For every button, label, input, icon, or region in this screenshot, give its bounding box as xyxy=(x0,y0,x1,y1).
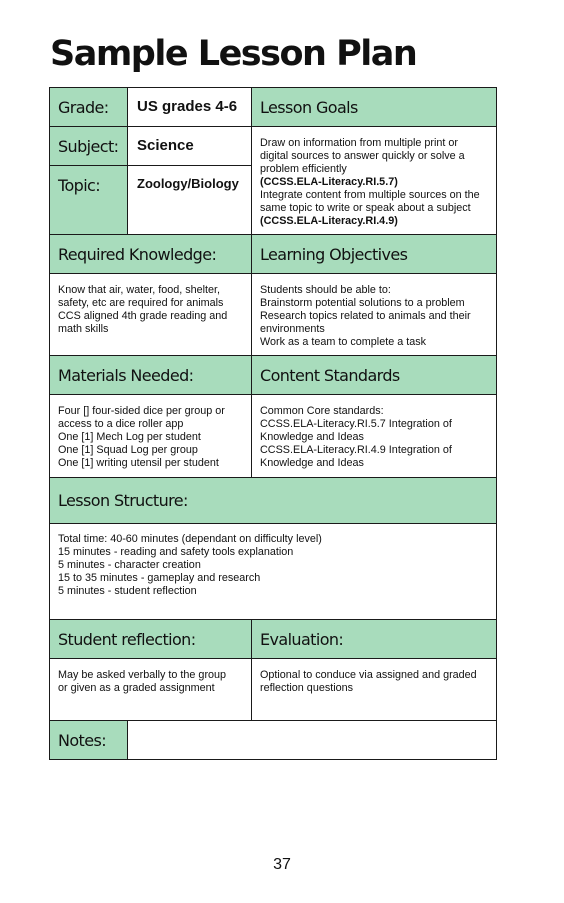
lesson-goals-header: Lesson Goals xyxy=(251,87,497,127)
lesson-structure-body xyxy=(49,523,497,620)
learning-objective-line: Students should be able to: xyxy=(260,284,391,296)
notes-value xyxy=(127,720,497,760)
material-line: access to a dice roller app xyxy=(58,418,184,430)
material-line: One [1] writing utensil per student xyxy=(58,457,219,469)
learning-objectives-body xyxy=(251,273,497,356)
student-reflection-line: or given as a graded assignment xyxy=(58,682,215,694)
grade-value: US grades 4-6 xyxy=(127,87,252,127)
grade-label: Grade: xyxy=(49,87,128,127)
page-number: 37 xyxy=(273,856,291,873)
student-reflection-line: May be asked verbally to the group xyxy=(58,669,227,681)
page-title: Sample Lesson Plan xyxy=(50,34,417,74)
lesson-goal-line: digital sources to answer quickly or solve a xyxy=(260,150,465,162)
lesson-goals-body xyxy=(251,126,497,235)
student-reflection-body xyxy=(49,658,252,721)
learning-objective-line: Research topics related to animals and their xyxy=(260,310,471,322)
lesson-goal-standard: (CCSS.ELA-Literacy.RI.5.7) xyxy=(260,176,398,188)
student-reflection-header: Student reflection: xyxy=(49,619,252,659)
evaluation-body xyxy=(251,658,497,721)
lesson-structure-line: 5 minutes - character creation xyxy=(58,559,201,571)
lesson-structure-line: 5 minutes - student reflection xyxy=(58,585,197,597)
required-knowledge-line: Know that air, water, food, shelter, xyxy=(58,284,221,296)
lesson-structure-header: Lesson Structure: xyxy=(49,477,497,524)
required-knowledge-line: CCS aligned 4th grade reading and xyxy=(58,310,228,322)
lesson-goal-standard: (CCSS.ELA-Literacy.RI.4.9) xyxy=(260,215,398,227)
subject-value: Science xyxy=(127,126,252,166)
content-standard-line: Knowledge and Ideas xyxy=(260,431,364,443)
materials-needed-header: Materials Needed: xyxy=(49,355,252,395)
notes-label: Notes: xyxy=(49,720,128,760)
required-knowledge-line: math skills xyxy=(58,323,109,335)
content-standard-line: Common Core standards: xyxy=(260,405,384,417)
learning-objective-line: environments xyxy=(260,323,325,335)
content-standards-header: Content Standards xyxy=(251,355,497,395)
lesson-goal-line: problem efficiently xyxy=(260,163,347,175)
evaluation-line: reflection questions xyxy=(260,682,354,694)
evaluation-line: Optional to conduce via assigned and graded xyxy=(260,669,477,681)
lesson-structure-line: 15 minutes - reading and safety tools explanation xyxy=(58,546,294,558)
topic-label: Topic: xyxy=(49,165,128,235)
learning-objective-line: Brainstorm potential solutions to a problem xyxy=(260,297,465,309)
material-line: One [1] Squad Log per group xyxy=(58,444,198,456)
required-knowledge-body xyxy=(49,273,252,356)
required-knowledge-header: Required Knowledge: xyxy=(49,234,252,274)
evaluation-header: Evaluation: xyxy=(251,619,497,659)
lesson-structure-line: Total time: 40-60 minutes (dependant on difficulty level) xyxy=(58,533,322,545)
materials-needed-body xyxy=(49,394,252,478)
learning-objectives-header: Learning Objectives xyxy=(251,234,497,274)
lesson-structure-line: 15 to 35 minutes - gameplay and research xyxy=(58,572,261,584)
learning-objective-line: Work as a team to complete a task xyxy=(260,336,427,348)
lesson-goal-line: Draw on information from multiple print or xyxy=(260,137,459,149)
lesson-goal-line: Integrate content from multiple sources on the xyxy=(260,189,480,201)
topic-value: Zoology/Biology xyxy=(127,165,252,235)
subject-label: Subject: xyxy=(49,126,128,166)
lesson-goal-line: same topic to write or speak about a subject xyxy=(260,202,471,214)
content-standard-line: CCSS.ELA-Literacy.RI.4.9 Integration of xyxy=(260,444,452,456)
content-standard-line: CCSS.ELA-Literacy.RI.5.7 Integration of xyxy=(260,418,452,430)
required-knowledge-line: safety, etc are required for animals xyxy=(58,297,224,309)
material-line: Four [] four-sided dice per group or xyxy=(58,405,225,417)
content-standard-line: Knowledge and Ideas xyxy=(260,457,364,469)
material-line: One [1] Mech Log per student xyxy=(58,431,201,443)
content-standards-body xyxy=(251,394,497,478)
